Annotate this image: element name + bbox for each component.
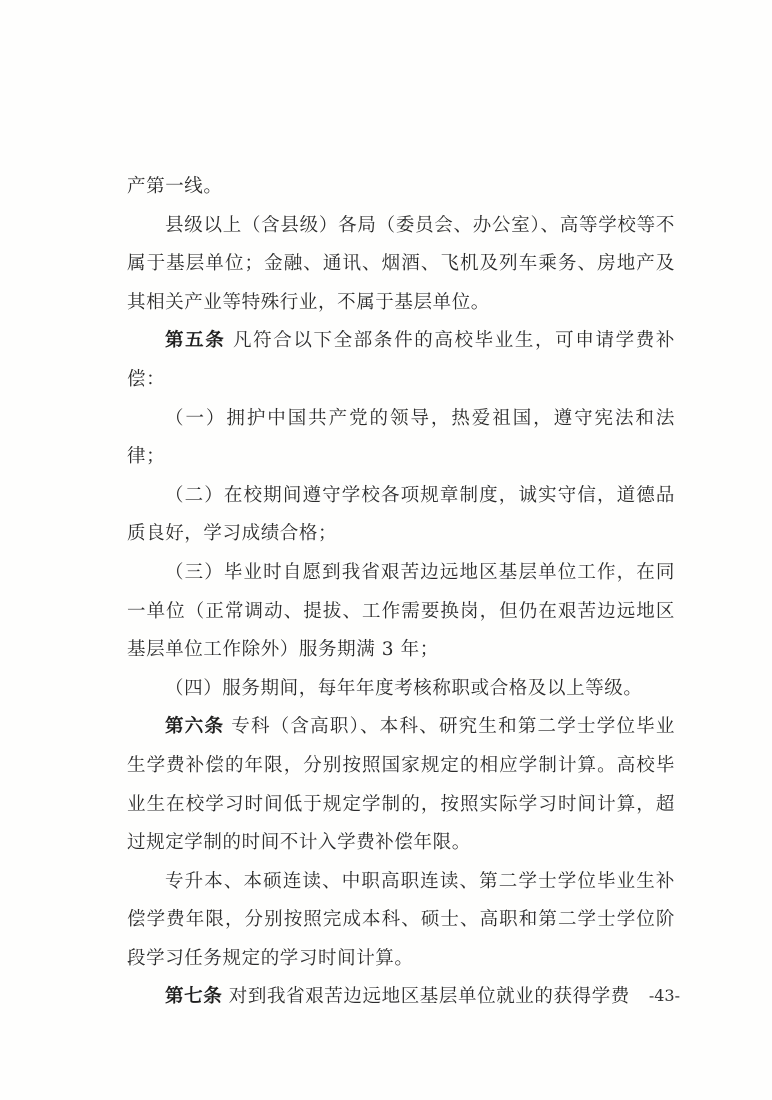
paragraph-text: 专升本、本硕连读、中职高职连读、第二学士学位毕业生补偿学费年限，分别按照完成本科、硕士、高职和第二学士学位阶段学习任务规定的学习时间计算。: [127, 870, 675, 969]
paragraph-article-6: [127, 708, 675, 862]
paragraph-text: 县级以上（含县级）各局（委员会、办公室）、高等学校等不属于基层单位；金融、通讯、烟酒、飞机及列车乘务、房地产及其相关产业等特殊行业，不属于基层单位。: [127, 214, 675, 313]
paragraph-item-2: [127, 477, 675, 554]
paragraph-upgrade-study: [127, 863, 675, 979]
page-number: -43-: [648, 986, 680, 1005]
paragraph-text: （四）服务期间，每年年度考核称职或合格及以上等级。: [165, 677, 643, 699]
paragraph-article-7: [127, 978, 675, 1017]
article-heading: 第五条: [165, 330, 226, 352]
document-body: [127, 168, 675, 1017]
paragraph-text: 产第一线。: [127, 176, 223, 197]
paragraph-text: 凡符合以下全部条件的高校毕业生，可申请学费补偿：: [127, 330, 675, 390]
paragraph-text: （三）毕业时自愿到我省艰苦边远地区基层单位工作，在同一单位（正常调动、提拔、工作需要换岗，但仍在艰苦边远地区基层单位工作除外）服务期满 3 年；: [127, 561, 675, 661]
paragraph-item-4: [127, 670, 675, 709]
paragraph-text: （二）在校期间遵守学校各项规章制度，诚实守信，道德品质良好，学习成绩合格；: [127, 484, 675, 545]
paragraph-1: [127, 168, 675, 207]
paragraph-item-3: [127, 554, 675, 670]
paragraph-article-5: [127, 322, 675, 399]
article-heading: 第七条: [165, 986, 223, 1008]
paragraph-text: 对到我省艰苦边远地区基层单位就业的获得学费: [222, 986, 630, 1008]
article-heading: 第六条: [165, 716, 225, 738]
paragraph-text: 专科（含高职）、本科、研究生和第二学士学位毕业生学费补偿的年限，分别按照国家规定的相应学制计算。高校毕业生在校学习时间低于规定学制的，按照实际学习时间计算，超过规定学制的时间不计入学费补偿年限。: [127, 716, 675, 854]
paragraph-2: [127, 207, 675, 323]
paragraph-item-1: [127, 400, 675, 477]
paragraph-text: （一）拥护中国共产党的领导，热爱祖国，遵守宪法和法律；: [127, 407, 675, 468]
